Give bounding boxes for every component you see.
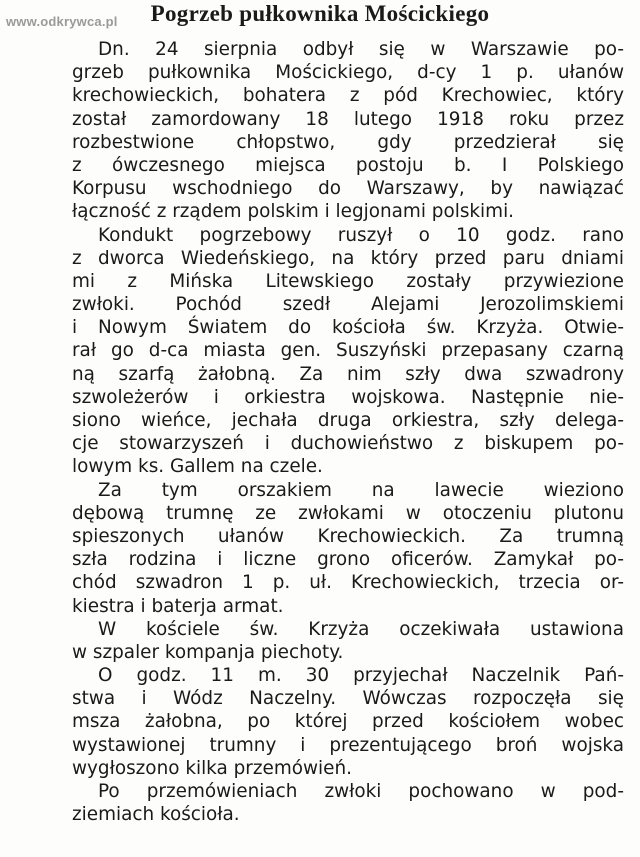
article-title: Pogrzeb pułkownika Mościckiego [150,1,490,26]
text-line: rał go d-ca miasta gen. Suszyński przepasany czarną [72,340,624,362]
text-line: chód szwadron 1 p. uł. Krechowieckich, trzecia or- [72,572,624,594]
text-line: z dworca Wiedeńskiego, na który przed paru dniami [72,247,624,269]
text-line: W kościele św. Krzyża oczekiwała ustawiona [98,618,624,640]
text-line: ziemiach kościoła. [72,804,240,826]
text-line: z ówczesnego miejsca postoju b. I Polskiego [72,154,624,176]
article-body [72,38,624,826]
text-line: Po przemówieniach zwłoki pochowano w pod- [98,781,624,802]
text-line: msza żałobna, po której przed kościołem wobec [72,711,624,733]
text-line: zwłoki. Pochód szedł Alejami Jerozolimskiemi [72,294,624,316]
text-line: O godz. 11 m. 30 przyjechał Naczelnik Pań- [98,665,624,687]
text-line: stwa i Wódz Naczelny. Wówczas rozpoczęła się [72,688,624,710]
text-line: grzeb pułkownika Mościckiego, d-cy 1 p. ułanów [72,62,624,84]
text-line: Za tym orszakiem na lawecie wieziono [98,479,624,501]
text-line: w szpaler kompanja piechoty. [72,641,344,663]
text-line: lowym ks. Gallem na czele. [72,456,323,478]
text-line: łączność z rządem polskim i legjonami polskimi. [72,201,515,223]
watermark: www.odkrywca.pl [6,14,118,29]
text-line: krechowieckich, bohatera z pód Krechowiec, który [72,85,624,107]
text-line: Dn. 24 sierpnia odbył się w Warszawie po- [98,39,624,60]
text-line: Kondukt pogrzebowy ruszył o 10 godz. rano [98,224,624,246]
text-line: kiestra i baterja armat. [72,595,284,617]
text-line: wygłoszono kilka przemówień. [72,757,352,779]
text-line: spieszonych ułanów Krechowieckich. Za trumną [72,525,624,547]
text-line: został zamordowany 18 lutego 1918 roku przez [72,108,624,130]
text-line: ną szarfą żałobną. Za nim szły dwa szwadrony [72,363,624,385]
text-line: dębową trumnę ze zwłokami w otoczeniu plutonu [72,502,624,524]
text-line: wystawionej trumny i prezentującego broń wojska [72,734,624,756]
text-line: szwoleżerów i orkiestra wojskowa. Następnie nie- [72,386,624,408]
text-line: Korpusu wschodniego do Warszawy, by nawiązać [72,178,624,200]
text-line: szła rodzina i liczne grono oficerów. Zamykał po- [72,549,624,571]
text-line: rozbestwione chłopstwo, gdy przedzierał się [72,131,624,153]
text-line: siono wieńce, jechała druga orkiestra, szły delega- [72,410,624,431]
text-line: cje stowarzyszeń i duchowieństwo z biskupem po- [72,433,624,455]
text-line: i Nowym Światem do kościoła św. Krzyża. Otwie- [72,317,624,339]
text-line: mi z Mińska Litewskiego zostały przywiezione [72,270,624,292]
